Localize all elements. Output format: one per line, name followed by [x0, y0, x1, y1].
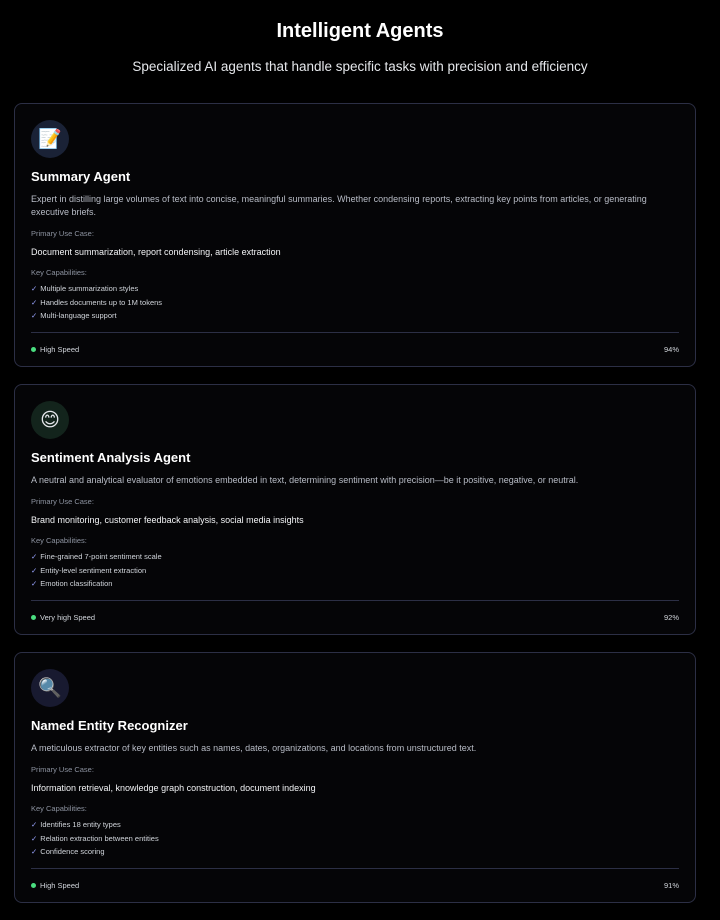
check-icon: ✓ [31, 833, 38, 843]
status-dot-icon [31, 347, 36, 352]
speed-label: High Speed [40, 345, 80, 354]
list-item [31, 296, 679, 310]
capabilities-list [31, 282, 679, 323]
capability-text: Fine-grained 7-point sentiment scale [40, 552, 162, 561]
card-footer [31, 600, 679, 634]
check-icon: ✓ [31, 284, 38, 293]
agent-title: Sentiment Analysis Agent [31, 450, 191, 465]
card-footer [31, 332, 679, 366]
check-icon: ✓ [31, 579, 38, 588]
key-capabilities-label: Key Capabilities: [31, 804, 87, 813]
agent-description: Expert in distilling large volumes of text into concise, meaningful summaries. Whether condensing reports, extracting key points from articles, or generating executive briefs. [31, 194, 647, 217]
capability-text: Relation extraction between entities [40, 833, 159, 843]
check-icon: ✓ [31, 820, 38, 829]
smiley-icon: 😊 [31, 401, 69, 439]
check-icon: ✓ [31, 847, 38, 856]
capability-text: Entity-level sentiment extraction [40, 565, 147, 575]
capabilities-list [31, 818, 679, 859]
magnifier-icon: 🔍 [31, 669, 69, 707]
speed-indicator [31, 613, 95, 622]
score-value: 94% [663, 345, 679, 354]
list-item [31, 564, 679, 578]
check-icon: ✓ [31, 297, 38, 307]
card-footer [31, 868, 679, 902]
key-capabilities-label: Key Capabilities: [31, 536, 87, 545]
capability-text: Multiple summarization styles [40, 284, 139, 293]
agent-card-summary[interactable] [14, 103, 696, 367]
agent-card-ner[interactable] [14, 652, 696, 903]
primary-use-case-label: Primary Use Case: [31, 765, 94, 774]
list-item [31, 282, 679, 296]
capability-text: Confidence scoring [40, 847, 105, 856]
speed-indicator [31, 881, 79, 890]
capability-text: Handles documents up to 1M tokens [40, 297, 163, 307]
capability-text: Emotion classification [40, 579, 113, 588]
page-header [0, 0, 720, 77]
primary-use-case-label: Primary Use Case: [31, 497, 94, 506]
page-subtitle: Specialized AI agents that handle specific tasks with precision and efficiency [132, 59, 588, 74]
agent-description: A neutral and analytical evaluator of emotions embedded in text, determining sentiment with precision—be it positive, negative, or neutral. [31, 475, 579, 485]
primary-use-case-label: Primary Use Case: [31, 229, 94, 238]
agent-title: Summary Agent [31, 169, 131, 184]
primary-use-case-value: Information retrieval, knowledge graph construction, document indexing [31, 783, 316, 793]
list-item [31, 550, 679, 564]
primary-use-case-value: Brand monitoring, customer feedback analysis, social media insights [31, 515, 304, 525]
primary-use-case-value: Document summarization, report condensing, article extraction [31, 247, 281, 257]
score-value: 92% [663, 613, 679, 622]
status-dot-icon [31, 883, 36, 888]
list-item [31, 309, 679, 323]
capability-text: Identifies 18 entity types [40, 820, 121, 829]
check-icon: ✓ [31, 565, 38, 575]
capability-text: Multi-language support [40, 311, 117, 320]
agent-title: Named Entity Recognizer [31, 718, 188, 733]
check-icon: ✓ [31, 311, 38, 320]
speed-label: Very high Speed [40, 613, 96, 622]
list-item [31, 577, 679, 591]
speed-indicator [31, 345, 79, 354]
agent-cards [14, 103, 696, 920]
check-icon: ✓ [31, 552, 38, 561]
key-capabilities-label: Key Capabilities: [31, 268, 87, 277]
speed-label: High Speed [40, 881, 80, 890]
status-dot-icon [31, 615, 36, 620]
score-value: 91% [663, 881, 679, 890]
agent-description: A meticulous extractor of key entities such as names, dates, organizations, and locations from unstructured text. [31, 743, 477, 753]
capabilities-list [31, 550, 679, 591]
page-title: Intelligent Agents [276, 20, 444, 42]
agent-card-sentiment[interactable] [14, 384, 696, 635]
memo-icon: 📝 [31, 120, 69, 158]
list-item [31, 845, 679, 859]
list-item [31, 832, 679, 846]
list-item [31, 818, 679, 832]
